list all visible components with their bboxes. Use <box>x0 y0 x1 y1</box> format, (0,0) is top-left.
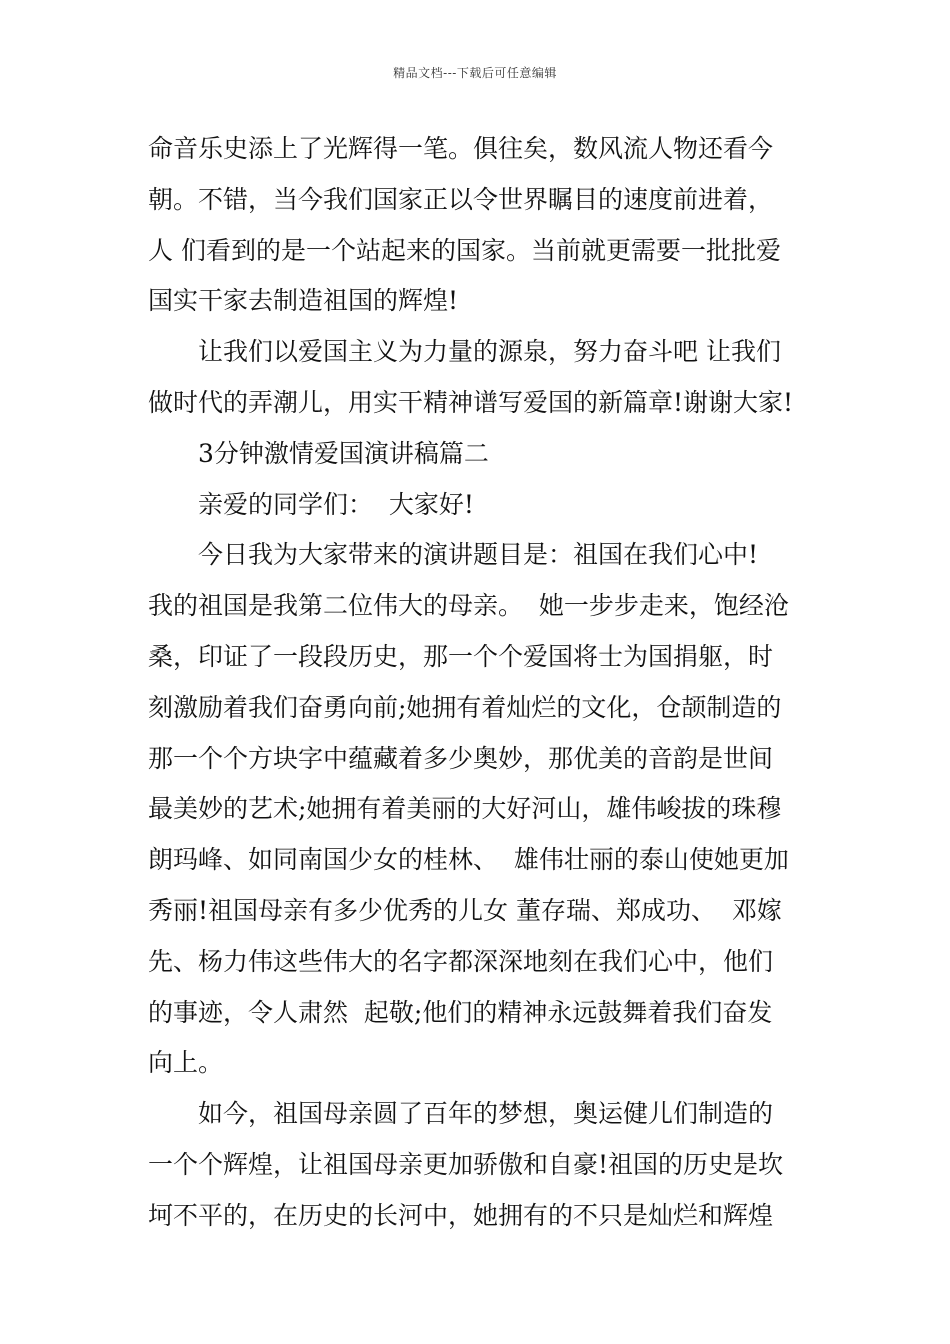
greeting-line: 亲爱的同学们： 大家好! <box>198 489 474 519</box>
text-line: 我的祖国是我第二位伟大的母亲。 她一步步走来，饱经沧 <box>148 591 789 621</box>
text-line: 的事迹，令人肃然 起敬;他们的精神永远鼓舞着我们奋发 <box>148 997 773 1027</box>
text-line: 让我们以爱国主义为力量的源泉，努力奋斗吧 让我们 <box>198 337 781 367</box>
text-line: 朗玛峰、如同南国少女的桂林、 雄伟壮丽的泰山使她更加 <box>148 845 789 875</box>
text-line: 向上。 <box>148 1048 224 1078</box>
text-line: 先、杨力伟这些伟大的名字都深深地刻在我们心中，他们 <box>148 946 774 976</box>
text-line: 最美妙的艺术;她拥有着美丽的大好河山，雄伟峻拔的珠穆 <box>148 794 782 824</box>
text-line: 朝。不错，当今我们国家正以令世界瞩目的速度前进着， <box>148 184 774 214</box>
section-heading: 3分钟激情爱国演讲稿篇二 <box>198 438 489 468</box>
text-line: 那一个个方块字中蕴藏着多少奥妙，那优美的音韵是世间 <box>148 743 774 773</box>
text-line: 人 们看到的是一个站起来的国家。当前就更需要一批批爱 <box>148 235 781 265</box>
text-line: 坷不平的，在历史的长河中，她拥有的不只是灿烂和辉煌 <box>148 1200 774 1230</box>
text-line: 秀丽!祖国母亲有多少优秀的儿女 董存瑞、郑成功、 邓嫁 <box>148 895 782 925</box>
text-line: 如今，祖国母亲圆了百年的梦想，奥运健儿们制造的 <box>198 1099 774 1129</box>
body-text <box>148 124 808 1242</box>
text-line: 一个个辉煌，让祖国母亲更加骄傲和自豪!祖国的历史是坎 <box>148 1149 784 1179</box>
text-line: 刻激励着我们奋勇向前;她拥有着灿烂的文化，仓颉制造的 <box>148 692 782 722</box>
text-line: 命音乐史添上了光辉得一笔。俱往矣，数风流人物还看今 <box>148 134 774 163</box>
text-line: 做时代的弄潮儿，用实干精神谱写爱国的新篇章!谢谢大家! <box>148 387 794 417</box>
text-line: 国实干家去制造祖国的辉煌! <box>148 286 459 316</box>
text-line: 桑，印证了一段段历史，那一个个爱国将士为国捐躯，时 <box>148 641 774 671</box>
page-header: 精品文档---下载后可任意编辑 <box>393 66 557 80</box>
text-line: 今日我为大家带来的演讲题目是：祖国在我们心中! <box>198 540 759 570</box>
